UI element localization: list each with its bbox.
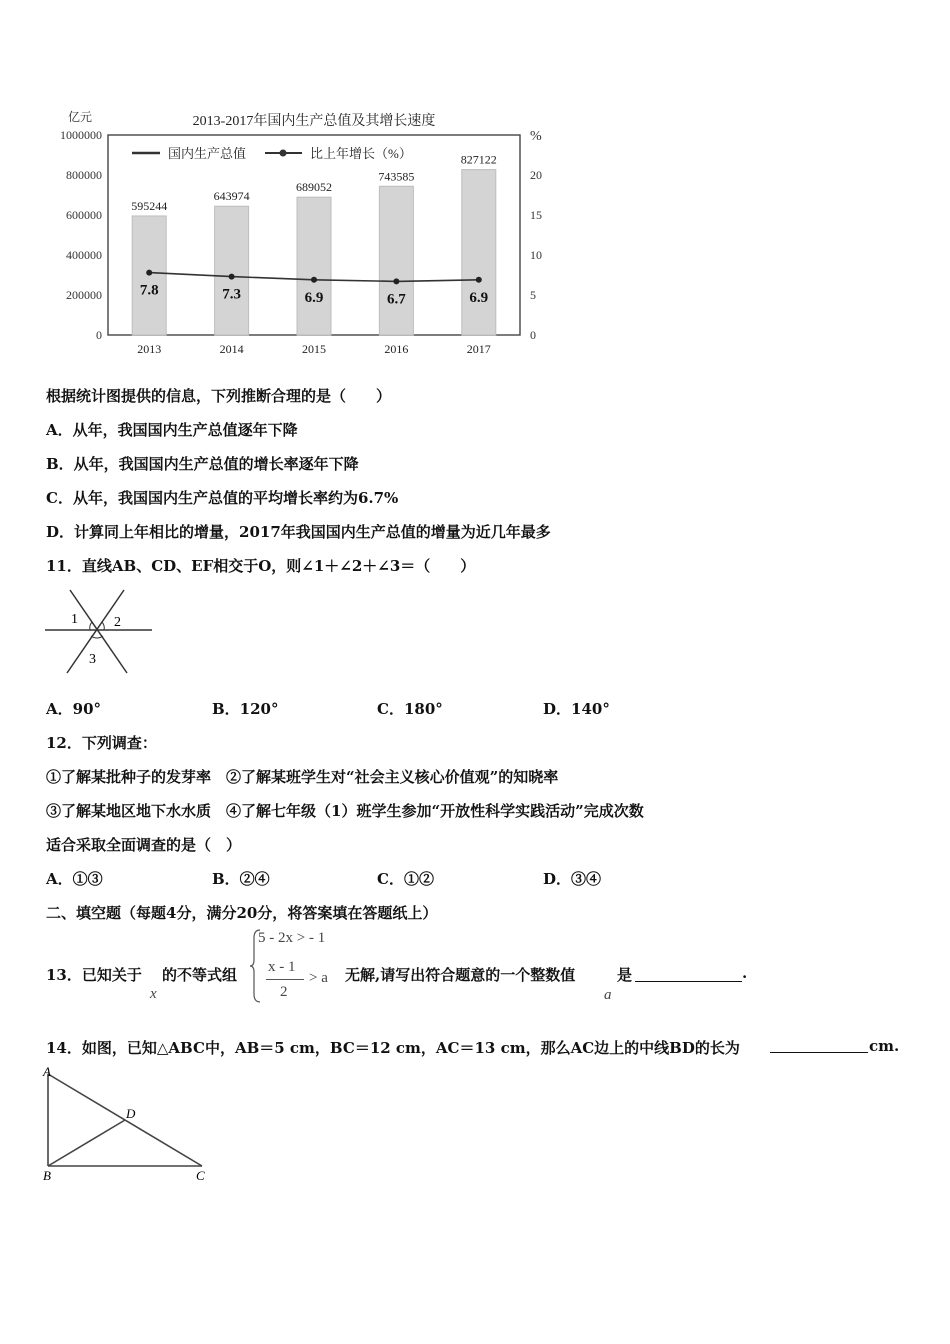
gdp-bar-label-2014: 643974 (213, 189, 250, 204)
q13-fraction-denominator: 2 (280, 984, 288, 1000)
growth-label-2016: 6.7 (387, 291, 406, 308)
line-ab (70, 590, 127, 673)
q13-var-a: a (604, 987, 612, 1003)
gdp-bar-2017 (462, 170, 496, 335)
right-tick-label: 0 (530, 328, 536, 342)
q13-end: . (742, 964, 748, 982)
q10-option-b: B．从年，我国国内生产总值的增长率逐年下降 (46, 455, 359, 473)
gdp-bar-label-2013: 595244 (131, 198, 168, 213)
gdp-bar-2016 (379, 186, 413, 335)
left-tick-label: 800000 (66, 168, 102, 182)
median-bd (48, 1120, 125, 1166)
q13-prefix: 13．已知关于 (46, 966, 142, 984)
x-tick-label-2014: 2014 (219, 342, 244, 356)
q12-option-a: A．①③ (46, 870, 103, 888)
q13-mid: 的不等式组 (162, 966, 238, 984)
left-tick-label: 1000000 (60, 128, 102, 142)
gdp-bar-label-2017: 827122 (460, 152, 497, 167)
q11-stem: 11．直线AB、CD、EF相交于O，则∠1＋∠2＋∠3＝（ ） (46, 557, 476, 575)
arc-angle-2 (102, 622, 104, 630)
vertex-label-a: A (43, 1064, 51, 1079)
chart-title: 2013-2017年国内生产总值及其增长速度 (192, 114, 436, 129)
growth-point-2016 (393, 278, 399, 284)
gdp-chart (40, 105, 560, 365)
right-tick-label: 10 (530, 248, 542, 262)
q11-option-d: D．140° (543, 700, 610, 718)
growth-label-2014: 7.3 (222, 286, 241, 303)
growth-label-2017: 6.9 (469, 289, 489, 306)
q13-suffix: 无解,请写出符合题意的一个整数值 (345, 966, 576, 984)
gdp-bar-2015 (297, 197, 331, 335)
q12-ask: 适合采取全面调查的是（ ） (46, 836, 242, 854)
q10-stem: 根据统计图提供的信息，下列推断合理的是（ ） (46, 387, 392, 405)
gdp-chart-svg (40, 105, 560, 365)
growth-point-2014 (229, 274, 235, 280)
growth-point-2013 (146, 270, 152, 276)
left-tick-label: 400000 (66, 248, 102, 262)
gdp-bar-label-2015: 689052 (296, 180, 332, 195)
q10-option-d: D．计算同上年相比的增量，2017年我国国内生产总值的增量为近几年最多 (46, 523, 551, 541)
gdp-bar-label-2016: 743585 (378, 169, 415, 184)
angle-label-2: 2 (114, 615, 121, 630)
legend-growth-marker (280, 150, 287, 157)
q12-items-3-4: ③了解某地区地下水水质 ④了解七年级（1）班学生参加“开放性科学实践活动”完成次数 (46, 802, 644, 820)
x-tick-label-2016: 2016 (384, 342, 409, 356)
x-tick-label-2013: 2013 (137, 342, 162, 356)
q12-option-d: D．③④ (543, 870, 602, 888)
q10-option-a: A．从年，我国国内生产总值逐年下降 (46, 421, 298, 439)
q12-option-b: B．②④ (212, 870, 270, 888)
right-axis-unit: % (530, 129, 542, 144)
growth-label-2013: 7.8 (139, 282, 159, 299)
left-tick-label: 200000 (66, 288, 102, 302)
x-tick-label-2017: 2017 (466, 342, 491, 356)
vertex-label-c: C (196, 1168, 205, 1183)
vertex-label-b: B (43, 1168, 51, 1183)
growth-label-2015: 6.9 (304, 289, 324, 306)
angle-label-3: 3 (89, 652, 96, 667)
right-tick-label: 5 (530, 288, 536, 302)
growth-point-2017 (476, 277, 482, 283)
left-axis-unit: 亿元 (68, 110, 93, 124)
q13-is: 是 (617, 966, 633, 984)
legend-gdp-label: 国内生产总值 (168, 146, 247, 161)
left-tick-label: 0 (96, 328, 102, 342)
q14-stem: 14．如图，已知△ABC中，AB＝5 cm，BC＝12 cm，AC＝13 cm，那么AC边上的中线BD的长为 (46, 1039, 740, 1057)
right-tick-label: 15 (530, 208, 542, 222)
x-tick-label-2015: 2015 (302, 342, 326, 356)
gdp-bar-2014 (215, 206, 249, 335)
right-tick-label: 20 (530, 168, 542, 182)
q12-stem: 12．下列调查： (46, 734, 157, 752)
q12-option-c: C．①② (377, 870, 434, 888)
q11-option-c: C．180° (377, 700, 443, 718)
left-tick-label: 600000 (66, 208, 102, 222)
q13-fraction-numerator: x - 1 (268, 959, 296, 975)
angle-label-1: 1 (71, 612, 78, 627)
q13-answer-blank[interactable] (635, 981, 742, 982)
q11-option-a: A．90° (46, 700, 102, 718)
q13-inequality-1: 5 - 2x > - 1 (258, 930, 326, 946)
q12-items-1-2: ①了解某批种子的发芽率 ②了解某班学生对“社会主义核心价值观”的知晓率 (46, 768, 559, 786)
q13-fraction-bar (266, 979, 304, 980)
q11-angles-figure (42, 585, 157, 680)
q14-unit: cm. (869, 1037, 900, 1055)
q13-fraction-rhs: > a (309, 970, 328, 986)
legend-growth-label: 比上年增长（%） (310, 146, 412, 161)
arc-angle-1 (90, 622, 92, 630)
midpoint-label-d: D (126, 1106, 136, 1121)
q11-option-b: B．120° (212, 700, 279, 718)
q10-option-c: C．从年，我国国内生产总值的平均增长率约为6.7% (46, 489, 399, 507)
q14-triangle-figure (40, 1062, 215, 1184)
q13-var-x: x (150, 986, 157, 1002)
q14-answer-blank[interactable] (770, 1052, 868, 1053)
section-2-heading: 二、填空题（每题4分，满分20分，将答案填在答题纸上） (46, 904, 438, 922)
growth-point-2015 (311, 277, 317, 283)
